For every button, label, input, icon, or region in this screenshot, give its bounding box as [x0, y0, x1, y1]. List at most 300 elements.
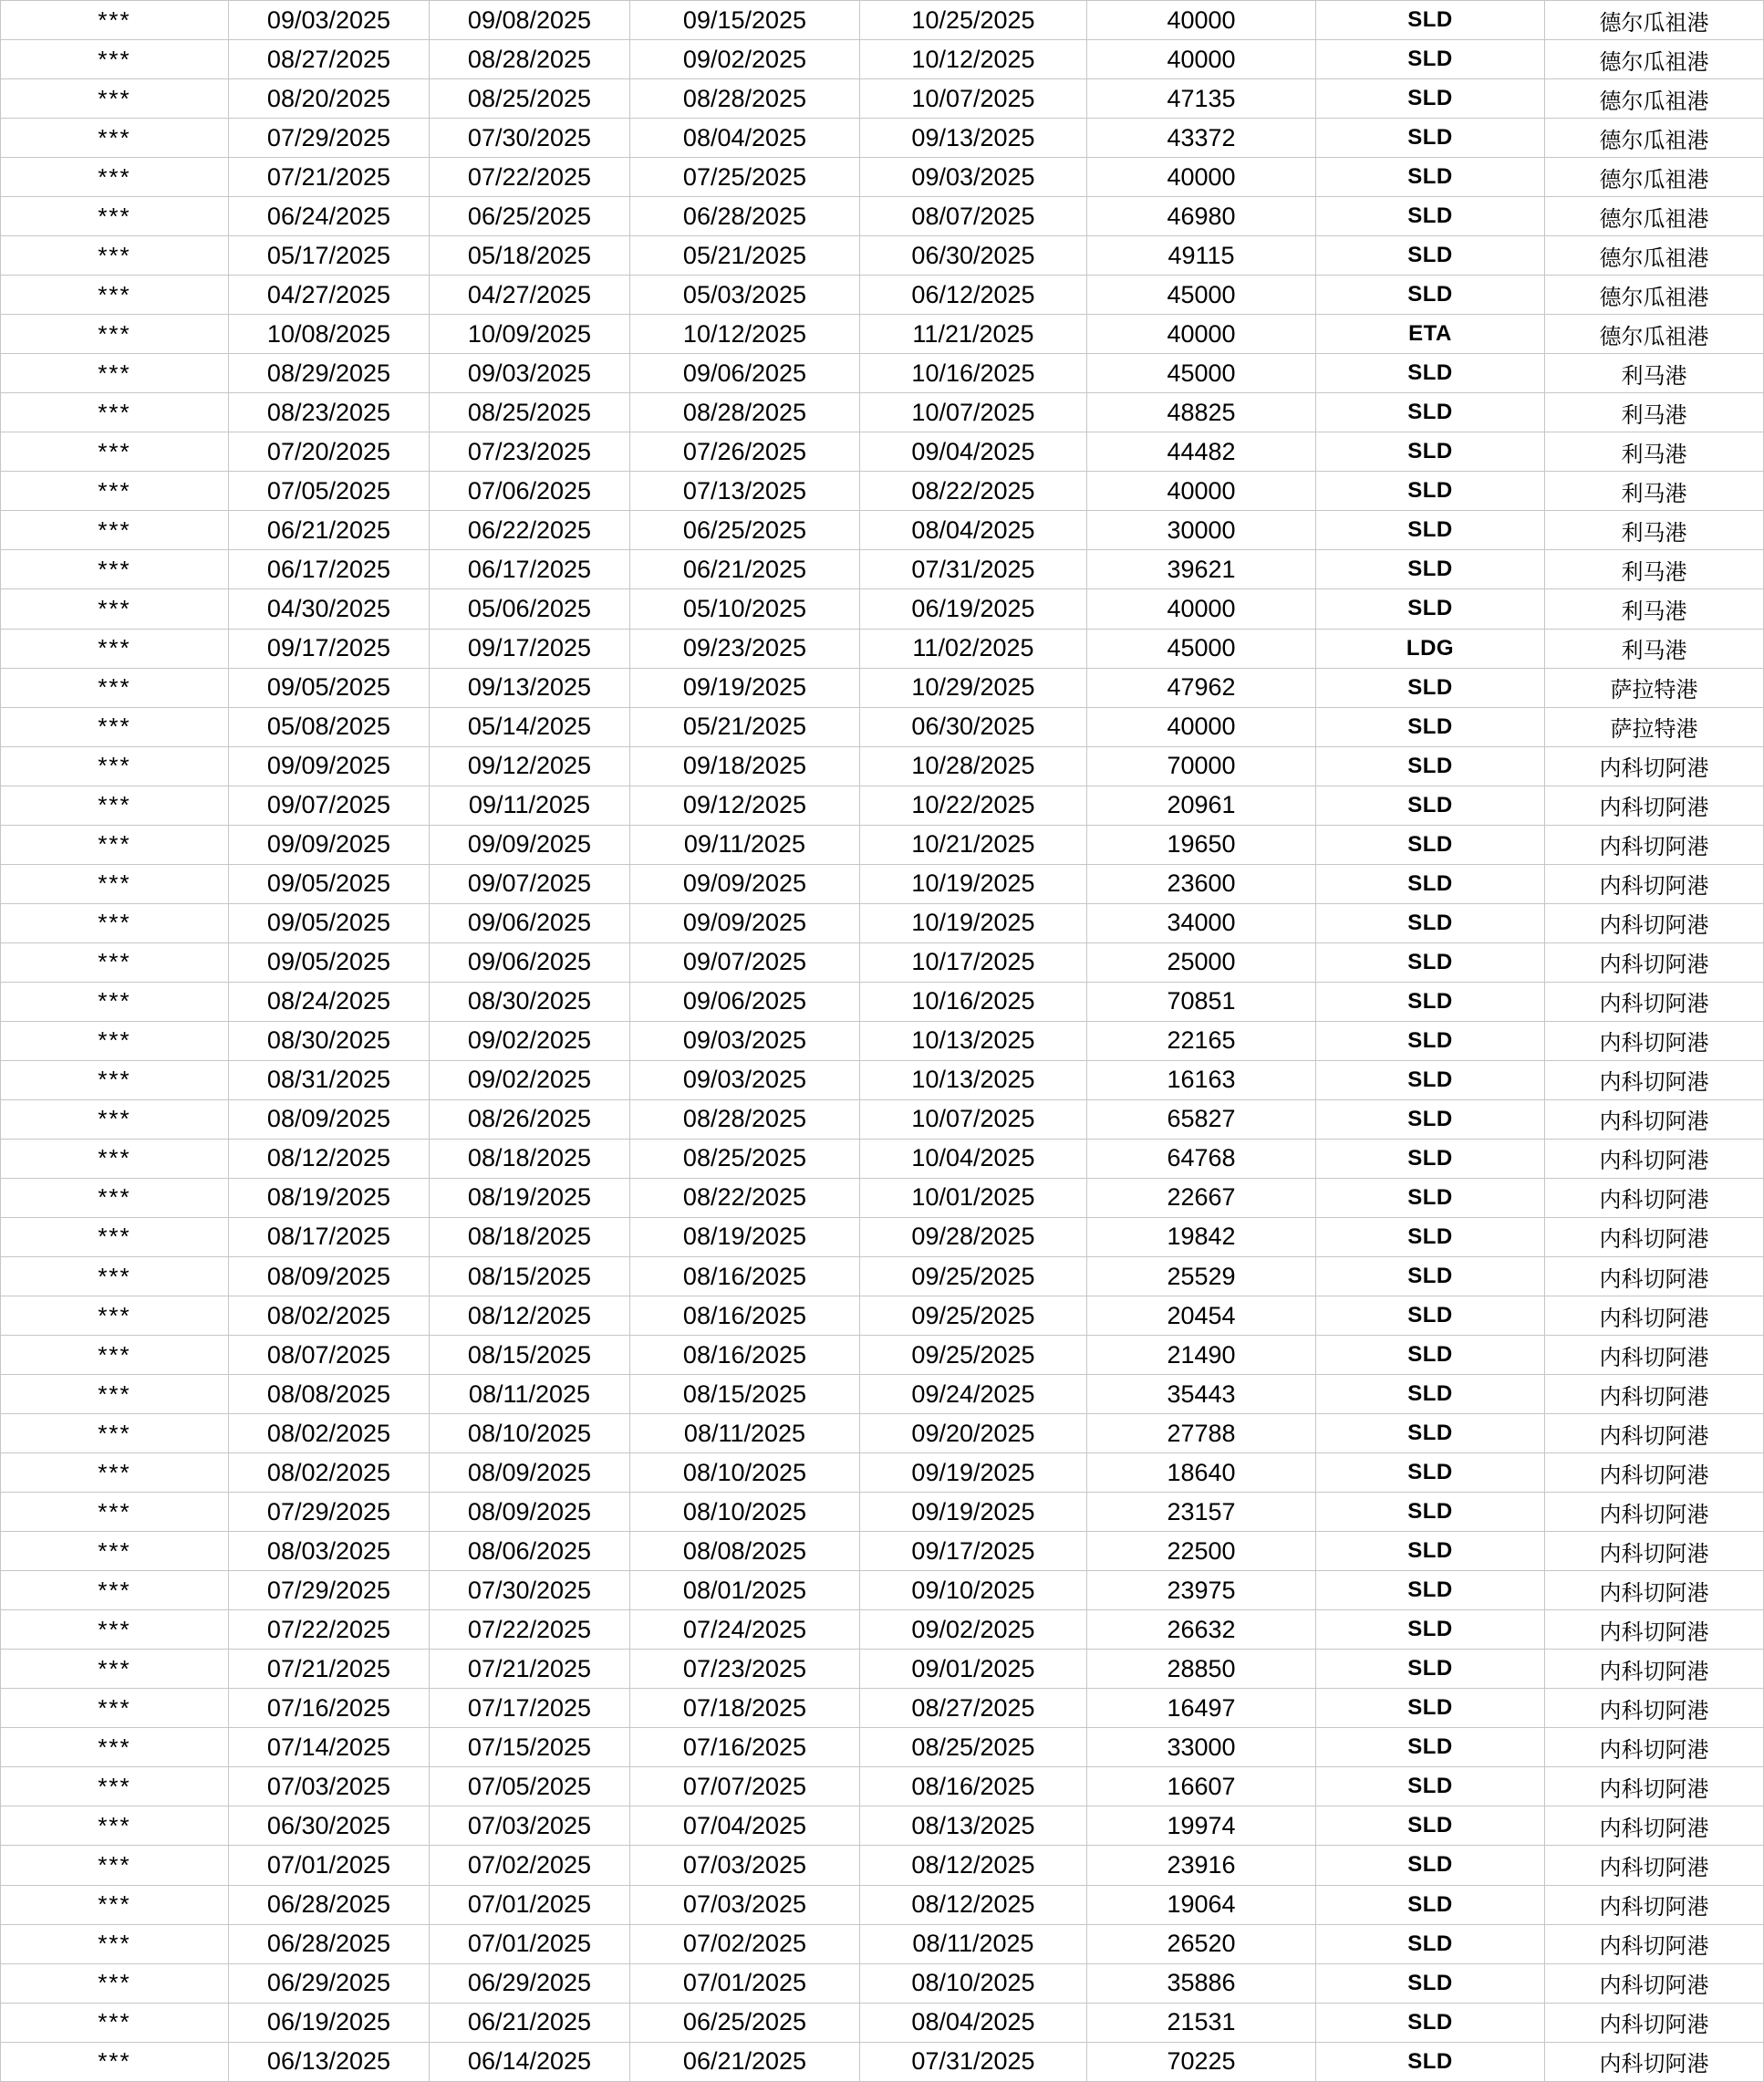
- cell-status[interactable]: SLD: [1316, 1296, 1545, 1336]
- cell-date-2[interactable]: 08/19/2025: [430, 1179, 630, 1218]
- cell-port[interactable]: 德尔瓜祖港: [1545, 276, 1764, 315]
- cell-date-2[interactable]: 08/26/2025: [430, 1100, 630, 1140]
- cell-masked-id[interactable]: ***: [0, 786, 229, 826]
- cell-date-3[interactable]: 05/21/2025: [630, 708, 860, 747]
- cell-date-1[interactable]: 07/21/2025: [229, 158, 430, 197]
- cell-quantity[interactable]: 21490: [1087, 1336, 1316, 1375]
- cell-date-1[interactable]: 08/31/2025: [229, 1061, 430, 1100]
- cell-date-3[interactable]: 09/09/2025: [630, 865, 860, 904]
- cell-port[interactable]: 内科切阿港: [1545, 1571, 1764, 1610]
- cell-masked-id[interactable]: ***: [0, 1336, 229, 1375]
- cell-date-2[interactable]: 07/22/2025: [430, 158, 630, 197]
- cell-status[interactable]: SLD: [1316, 669, 1545, 708]
- cell-date-3[interactable]: 07/02/2025: [630, 1925, 860, 1964]
- cell-date-2[interactable]: 06/29/2025: [430, 1964, 630, 2004]
- cell-masked-id[interactable]: ***: [0, 983, 229, 1022]
- cell-port[interactable]: 德尔瓜祖港: [1545, 79, 1764, 119]
- cell-status[interactable]: SLD: [1316, 943, 1545, 983]
- cell-date-3[interactable]: 09/19/2025: [630, 669, 860, 708]
- cell-status[interactable]: SLD: [1316, 589, 1545, 629]
- cell-date-1[interactable]: 07/14/2025: [229, 1728, 430, 1767]
- cell-quantity[interactable]: 40000: [1087, 708, 1316, 747]
- cell-masked-id[interactable]: ***: [0, 708, 229, 747]
- cell-date-1[interactable]: 10/08/2025: [229, 315, 430, 354]
- cell-date-2[interactable]: 09/06/2025: [430, 904, 630, 943]
- cell-status[interactable]: SLD: [1316, 1257, 1545, 1296]
- cell-date-2[interactable]: 09/08/2025: [430, 1, 630, 40]
- cell-date-1[interactable]: 08/02/2025: [229, 1296, 430, 1336]
- cell-port[interactable]: 内科切阿港: [1545, 1022, 1764, 1061]
- cell-date-2[interactable]: 07/15/2025: [430, 1728, 630, 1767]
- cell-date-3[interactable]: 06/25/2025: [630, 511, 860, 550]
- cell-port[interactable]: 内科切阿港: [1545, 1140, 1764, 1179]
- cell-masked-id[interactable]: ***: [0, 354, 229, 393]
- cell-quantity[interactable]: 30000: [1087, 511, 1316, 550]
- cell-masked-id[interactable]: ***: [0, 276, 229, 315]
- cell-date-2[interactable]: 08/18/2025: [430, 1140, 630, 1179]
- cell-date-3[interactable]: 08/19/2025: [630, 1218, 860, 1257]
- cell-port[interactable]: 利马港: [1545, 589, 1764, 629]
- cell-quantity[interactable]: 25000: [1087, 943, 1316, 983]
- cell-port[interactable]: 利马港: [1545, 354, 1764, 393]
- cell-quantity[interactable]: 40000: [1087, 472, 1316, 511]
- cell-status[interactable]: SLD: [1316, 550, 1545, 589]
- cell-masked-id[interactable]: ***: [0, 550, 229, 589]
- cell-date-3[interactable]: 09/11/2025: [630, 826, 860, 865]
- cell-date-3[interactable]: 07/24/2025: [630, 1610, 860, 1650]
- cell-port[interactable]: 内科切阿港: [1545, 1414, 1764, 1453]
- cell-date-2[interactable]: 07/30/2025: [430, 1571, 630, 1610]
- cell-status[interactable]: SLD: [1316, 1179, 1545, 1218]
- cell-masked-id[interactable]: ***: [0, 197, 229, 236]
- cell-date-1[interactable]: 07/01/2025: [229, 1846, 430, 1885]
- cell-status[interactable]: SLD: [1316, 786, 1545, 826]
- cell-date-4[interactable]: 09/13/2025: [860, 119, 1087, 158]
- cell-port[interactable]: 内科切阿港: [1545, 1296, 1764, 1336]
- cell-masked-id[interactable]: ***: [0, 1571, 229, 1610]
- cell-date-2[interactable]: 09/02/2025: [430, 1061, 630, 1100]
- cell-date-3[interactable]: 07/26/2025: [630, 432, 860, 472]
- cell-date-2[interactable]: 06/14/2025: [430, 2043, 630, 2082]
- cell-date-1[interactable]: 08/24/2025: [229, 983, 430, 1022]
- cell-date-1[interactable]: 06/17/2025: [229, 550, 430, 589]
- cell-date-3[interactable]: 09/12/2025: [630, 786, 860, 826]
- cell-date-4[interactable]: 07/31/2025: [860, 2043, 1087, 2082]
- cell-status[interactable]: SLD: [1316, 1453, 1545, 1493]
- cell-quantity[interactable]: 65827: [1087, 1100, 1316, 1140]
- cell-quantity[interactable]: 70225: [1087, 2043, 1316, 2082]
- cell-date-4[interactable]: 06/30/2025: [860, 708, 1087, 747]
- cell-date-4[interactable]: 06/30/2025: [860, 236, 1087, 276]
- cell-status[interactable]: SLD: [1316, 2004, 1545, 2043]
- cell-status[interactable]: LDG: [1316, 630, 1545, 669]
- cell-masked-id[interactable]: ***: [0, 432, 229, 472]
- cell-date-1[interactable]: 08/29/2025: [229, 354, 430, 393]
- cell-date-1[interactable]: 07/16/2025: [229, 1689, 430, 1728]
- cell-port[interactable]: 内科切阿港: [1545, 1925, 1764, 1964]
- cell-status[interactable]: SLD: [1316, 2043, 1545, 2082]
- cell-date-4[interactable]: 10/01/2025: [860, 1179, 1087, 1218]
- cell-quantity[interactable]: 47135: [1087, 79, 1316, 119]
- cell-date-4[interactable]: 09/03/2025: [860, 158, 1087, 197]
- cell-date-2[interactable]: 07/01/2025: [430, 1925, 630, 1964]
- cell-masked-id[interactable]: ***: [0, 1218, 229, 1257]
- cell-date-4[interactable]: 10/13/2025: [860, 1061, 1087, 1100]
- cell-date-4[interactable]: 10/19/2025: [860, 904, 1087, 943]
- cell-quantity[interactable]: 35886: [1087, 1964, 1316, 2004]
- cell-date-3[interactable]: 07/16/2025: [630, 1728, 860, 1767]
- cell-masked-id[interactable]: ***: [0, 1767, 229, 1806]
- cell-date-2[interactable]: 07/05/2025: [430, 1767, 630, 1806]
- cell-masked-id[interactable]: ***: [0, 1806, 229, 1846]
- cell-quantity[interactable]: 25529: [1087, 1257, 1316, 1296]
- cell-port[interactable]: 德尔瓜祖港: [1545, 315, 1764, 354]
- cell-date-1[interactable]: 06/24/2025: [229, 197, 430, 236]
- cell-date-3[interactable]: 07/04/2025: [630, 1806, 860, 1846]
- cell-date-3[interactable]: 07/03/2025: [630, 1886, 860, 1925]
- cell-port[interactable]: 内科切阿港: [1545, 1218, 1764, 1257]
- cell-date-1[interactable]: 09/05/2025: [229, 669, 430, 708]
- cell-date-2[interactable]: 08/15/2025: [430, 1336, 630, 1375]
- cell-date-1[interactable]: 07/22/2025: [229, 1610, 430, 1650]
- cell-quantity[interactable]: 64768: [1087, 1140, 1316, 1179]
- cell-date-4[interactable]: 09/17/2025: [860, 1532, 1087, 1571]
- cell-date-1[interactable]: 08/19/2025: [229, 1179, 430, 1218]
- cell-quantity[interactable]: 40000: [1087, 589, 1316, 629]
- cell-date-1[interactable]: 06/13/2025: [229, 2043, 430, 2082]
- cell-date-1[interactable]: 06/28/2025: [229, 1886, 430, 1925]
- cell-port[interactable]: 内科切阿港: [1545, 904, 1764, 943]
- cell-date-2[interactable]: 08/25/2025: [430, 393, 630, 432]
- cell-quantity[interactable]: 16607: [1087, 1767, 1316, 1806]
- cell-port[interactable]: 内科切阿港: [1545, 2043, 1764, 2082]
- cell-port[interactable]: 利马港: [1545, 393, 1764, 432]
- cell-quantity[interactable]: 19974: [1087, 1806, 1316, 1846]
- cell-date-1[interactable]: 07/05/2025: [229, 472, 430, 511]
- cell-status[interactable]: SLD: [1316, 1493, 1545, 1532]
- cell-port[interactable]: 内科切阿港: [1545, 1375, 1764, 1414]
- cell-quantity[interactable]: 16163: [1087, 1061, 1316, 1100]
- cell-quantity[interactable]: 33000: [1087, 1728, 1316, 1767]
- cell-quantity[interactable]: 40000: [1087, 40, 1316, 79]
- cell-date-3[interactable]: 08/04/2025: [630, 119, 860, 158]
- cell-masked-id[interactable]: ***: [0, 589, 229, 629]
- cell-date-3[interactable]: 08/16/2025: [630, 1336, 860, 1375]
- cell-port[interactable]: 内科切阿港: [1545, 1806, 1764, 1846]
- cell-status[interactable]: SLD: [1316, 432, 1545, 472]
- cell-masked-id[interactable]: ***: [0, 119, 229, 158]
- cell-date-4[interactable]: 09/10/2025: [860, 1571, 1087, 1610]
- cell-masked-id[interactable]: ***: [0, 1375, 229, 1414]
- cell-date-3[interactable]: 09/03/2025: [630, 1022, 860, 1061]
- cell-masked-id[interactable]: ***: [0, 826, 229, 865]
- cell-masked-id[interactable]: ***: [0, 315, 229, 354]
- cell-port[interactable]: 内科切阿港: [1545, 1886, 1764, 1925]
- cell-date-2[interactable]: 05/06/2025: [430, 589, 630, 629]
- cell-date-3[interactable]: 09/23/2025: [630, 630, 860, 669]
- cell-date-2[interactable]: 07/02/2025: [430, 1846, 630, 1885]
- cell-port[interactable]: 德尔瓜祖港: [1545, 197, 1764, 236]
- cell-date-2[interactable]: 08/15/2025: [430, 1257, 630, 1296]
- cell-date-2[interactable]: 08/28/2025: [430, 40, 630, 79]
- cell-date-3[interactable]: 09/07/2025: [630, 943, 860, 983]
- cell-masked-id[interactable]: ***: [0, 1, 229, 40]
- cell-port[interactable]: 内科切阿港: [1545, 1532, 1764, 1571]
- cell-date-4[interactable]: 09/01/2025: [860, 1650, 1087, 1689]
- cell-date-2[interactable]: 06/21/2025: [430, 2004, 630, 2043]
- cell-date-1[interactable]: 06/28/2025: [229, 1925, 430, 1964]
- cell-date-1[interactable]: 08/08/2025: [229, 1375, 430, 1414]
- cell-status[interactable]: SLD: [1316, 1100, 1545, 1140]
- cell-date-3[interactable]: 07/18/2025: [630, 1689, 860, 1728]
- cell-port[interactable]: 内科切阿港: [1545, 1257, 1764, 1296]
- cell-port[interactable]: 德尔瓜祖港: [1545, 158, 1764, 197]
- cell-status[interactable]: SLD: [1316, 1336, 1545, 1375]
- cell-date-4[interactable]: 10/22/2025: [860, 786, 1087, 826]
- cell-masked-id[interactable]: ***: [0, 40, 229, 79]
- cell-port[interactable]: 内科切阿港: [1545, 943, 1764, 983]
- cell-date-1[interactable]: 08/20/2025: [229, 79, 430, 119]
- cell-masked-id[interactable]: ***: [0, 1846, 229, 1885]
- cell-date-3[interactable]: 07/23/2025: [630, 1650, 860, 1689]
- cell-quantity[interactable]: 20454: [1087, 1296, 1316, 1336]
- cell-date-4[interactable]: 06/12/2025: [860, 276, 1087, 315]
- cell-quantity[interactable]: 39621: [1087, 550, 1316, 589]
- cell-quantity[interactable]: 43372: [1087, 119, 1316, 158]
- cell-date-2[interactable]: 08/10/2025: [430, 1414, 630, 1453]
- cell-date-4[interactable]: 10/21/2025: [860, 826, 1087, 865]
- cell-date-3[interactable]: 09/18/2025: [630, 747, 860, 786]
- cell-port[interactable]: 内科切阿港: [1545, 1610, 1764, 1650]
- cell-status[interactable]: SLD: [1316, 708, 1545, 747]
- cell-status[interactable]: SLD: [1316, 1767, 1545, 1806]
- cell-date-4[interactable]: 09/19/2025: [860, 1453, 1087, 1493]
- cell-date-2[interactable]: 04/27/2025: [430, 276, 630, 315]
- cell-date-4[interactable]: 10/28/2025: [860, 747, 1087, 786]
- cell-port[interactable]: 德尔瓜祖港: [1545, 119, 1764, 158]
- cell-masked-id[interactable]: ***: [0, 1650, 229, 1689]
- cell-date-2[interactable]: 07/30/2025: [430, 119, 630, 158]
- cell-status[interactable]: SLD: [1316, 1375, 1545, 1414]
- cell-quantity[interactable]: 47962: [1087, 669, 1316, 708]
- cell-quantity[interactable]: 70851: [1087, 983, 1316, 1022]
- cell-masked-id[interactable]: ***: [0, 1100, 229, 1140]
- cell-date-2[interactable]: 07/23/2025: [430, 432, 630, 472]
- cell-date-2[interactable]: 08/09/2025: [430, 1493, 630, 1532]
- cell-status[interactable]: SLD: [1316, 393, 1545, 432]
- cell-quantity[interactable]: 45000: [1087, 630, 1316, 669]
- cell-date-3[interactable]: 05/03/2025: [630, 276, 860, 315]
- cell-date-4[interactable]: 10/07/2025: [860, 79, 1087, 119]
- cell-port[interactable]: 利马港: [1545, 432, 1764, 472]
- cell-date-4[interactable]: 10/16/2025: [860, 354, 1087, 393]
- cell-masked-id[interactable]: ***: [0, 158, 229, 197]
- cell-date-2[interactable]: 07/06/2025: [430, 472, 630, 511]
- cell-date-1[interactable]: 08/30/2025: [229, 1022, 430, 1061]
- cell-port[interactable]: 内科切阿港: [1545, 1453, 1764, 1493]
- cell-quantity[interactable]: 40000: [1087, 158, 1316, 197]
- cell-date-1[interactable]: 08/12/2025: [229, 1140, 430, 1179]
- cell-quantity[interactable]: 35443: [1087, 1375, 1316, 1414]
- cell-date-3[interactable]: 07/03/2025: [630, 1846, 860, 1885]
- cell-masked-id[interactable]: ***: [0, 1728, 229, 1767]
- cell-date-3[interactable]: 09/06/2025: [630, 983, 860, 1022]
- cell-date-4[interactable]: 09/25/2025: [860, 1257, 1087, 1296]
- cell-masked-id[interactable]: ***: [0, 1296, 229, 1336]
- cell-port[interactable]: 内科切阿港: [1545, 1100, 1764, 1140]
- cell-port[interactable]: 利马港: [1545, 511, 1764, 550]
- cell-date-3[interactable]: 08/28/2025: [630, 1100, 860, 1140]
- cell-masked-id[interactable]: ***: [0, 1925, 229, 1964]
- cell-quantity[interactable]: 46980: [1087, 197, 1316, 236]
- cell-status[interactable]: SLD: [1316, 983, 1545, 1022]
- cell-date-4[interactable]: 09/20/2025: [860, 1414, 1087, 1453]
- cell-port[interactable]: 内科切阿港: [1545, 1650, 1764, 1689]
- cell-date-4[interactable]: 08/10/2025: [860, 1964, 1087, 2004]
- cell-quantity[interactable]: 45000: [1087, 354, 1316, 393]
- cell-masked-id[interactable]: ***: [0, 1022, 229, 1061]
- cell-date-1[interactable]: 05/08/2025: [229, 708, 430, 747]
- cell-date-2[interactable]: 07/22/2025: [430, 1610, 630, 1650]
- cell-date-4[interactable]: 08/12/2025: [860, 1886, 1087, 1925]
- cell-status[interactable]: SLD: [1316, 1964, 1545, 2004]
- cell-masked-id[interactable]: ***: [0, 904, 229, 943]
- cell-date-3[interactable]: 08/25/2025: [630, 1140, 860, 1179]
- cell-port[interactable]: 德尔瓜祖港: [1545, 1, 1764, 40]
- cell-date-4[interactable]: 10/12/2025: [860, 40, 1087, 79]
- cell-date-1[interactable]: 07/29/2025: [229, 1571, 430, 1610]
- cell-date-4[interactable]: 11/21/2025: [860, 315, 1087, 354]
- cell-date-4[interactable]: 07/31/2025: [860, 550, 1087, 589]
- cell-port[interactable]: 利马港: [1545, 472, 1764, 511]
- cell-status[interactable]: SLD: [1316, 472, 1545, 511]
- cell-date-3[interactable]: 08/08/2025: [630, 1532, 860, 1571]
- cell-port[interactable]: 内科切阿港: [1545, 786, 1764, 826]
- cell-date-1[interactable]: 04/27/2025: [229, 276, 430, 315]
- cell-status[interactable]: SLD: [1316, 197, 1545, 236]
- cell-port[interactable]: 内科切阿港: [1545, 1179, 1764, 1218]
- cell-date-1[interactable]: 07/29/2025: [229, 1493, 430, 1532]
- cell-date-1[interactable]: 08/07/2025: [229, 1336, 430, 1375]
- cell-date-2[interactable]: 08/11/2025: [430, 1375, 630, 1414]
- cell-date-1[interactable]: 04/30/2025: [229, 589, 430, 629]
- cell-status[interactable]: SLD: [1316, 1218, 1545, 1257]
- cell-date-2[interactable]: 09/06/2025: [430, 943, 630, 983]
- cell-masked-id[interactable]: ***: [0, 1610, 229, 1650]
- cell-status[interactable]: SLD: [1316, 1, 1545, 40]
- cell-date-4[interactable]: 08/22/2025: [860, 472, 1087, 511]
- cell-date-3[interactable]: 05/21/2025: [630, 236, 860, 276]
- cell-date-1[interactable]: 07/20/2025: [229, 432, 430, 472]
- cell-port[interactable]: 内科切阿港: [1545, 1846, 1764, 1885]
- cell-status[interactable]: SLD: [1316, 904, 1545, 943]
- cell-date-3[interactable]: 08/28/2025: [630, 79, 860, 119]
- cell-status[interactable]: SLD: [1316, 1414, 1545, 1453]
- cell-date-1[interactable]: 09/09/2025: [229, 747, 430, 786]
- cell-date-1[interactable]: 08/27/2025: [229, 40, 430, 79]
- cell-date-2[interactable]: 09/12/2025: [430, 747, 630, 786]
- cell-date-2[interactable]: 05/14/2025: [430, 708, 630, 747]
- cell-date-1[interactable]: 08/03/2025: [229, 1532, 430, 1571]
- cell-quantity[interactable]: 21531: [1087, 2004, 1316, 2043]
- cell-masked-id[interactable]: ***: [0, 1140, 229, 1179]
- cell-date-3[interactable]: 08/16/2025: [630, 1257, 860, 1296]
- cell-date-4[interactable]: 10/13/2025: [860, 1022, 1087, 1061]
- cell-date-2[interactable]: 08/25/2025: [430, 79, 630, 119]
- cell-date-1[interactable]: 09/07/2025: [229, 786, 430, 826]
- cell-date-4[interactable]: 10/16/2025: [860, 983, 1087, 1022]
- cell-date-3[interactable]: 10/12/2025: [630, 315, 860, 354]
- cell-port[interactable]: 萨拉特港: [1545, 669, 1764, 708]
- cell-port[interactable]: 利马港: [1545, 550, 1764, 589]
- cell-quantity[interactable]: 28850: [1087, 1650, 1316, 1689]
- cell-date-4[interactable]: 08/16/2025: [860, 1767, 1087, 1806]
- cell-port[interactable]: 萨拉特港: [1545, 708, 1764, 747]
- cell-date-3[interactable]: 09/02/2025: [630, 40, 860, 79]
- cell-status[interactable]: SLD: [1316, 747, 1545, 786]
- cell-date-4[interactable]: 09/19/2025: [860, 1493, 1087, 1532]
- cell-date-3[interactable]: 08/11/2025: [630, 1414, 860, 1453]
- cell-quantity[interactable]: 44482: [1087, 432, 1316, 472]
- cell-quantity[interactable]: 23600: [1087, 865, 1316, 904]
- cell-date-4[interactable]: 10/19/2025: [860, 865, 1087, 904]
- cell-date-1[interactable]: 09/09/2025: [229, 826, 430, 865]
- cell-masked-id[interactable]: ***: [0, 865, 229, 904]
- cell-port[interactable]: 德尔瓜祖港: [1545, 236, 1764, 276]
- cell-date-3[interactable]: 09/15/2025: [630, 1, 860, 40]
- cell-status[interactable]: SLD: [1316, 236, 1545, 276]
- cell-date-4[interactable]: 09/28/2025: [860, 1218, 1087, 1257]
- cell-date-4[interactable]: 08/12/2025: [860, 1846, 1087, 1885]
- cell-status[interactable]: SLD: [1316, 511, 1545, 550]
- cell-masked-id[interactable]: ***: [0, 236, 229, 276]
- cell-masked-id[interactable]: ***: [0, 1179, 229, 1218]
- cell-status[interactable]: SLD: [1316, 1532, 1545, 1571]
- cell-date-3[interactable]: 08/15/2025: [630, 1375, 860, 1414]
- cell-quantity[interactable]: 19650: [1087, 826, 1316, 865]
- cell-date-3[interactable]: 07/01/2025: [630, 1964, 860, 2004]
- cell-date-1[interactable]: 09/05/2025: [229, 865, 430, 904]
- cell-quantity[interactable]: 70000: [1087, 747, 1316, 786]
- cell-quantity[interactable]: 23975: [1087, 1571, 1316, 1610]
- cell-date-2[interactable]: 09/02/2025: [430, 1022, 630, 1061]
- cell-date-3[interactable]: 09/03/2025: [630, 1061, 860, 1100]
- cell-status[interactable]: SLD: [1316, 1886, 1545, 1925]
- cell-quantity[interactable]: 19064: [1087, 1886, 1316, 1925]
- cell-date-1[interactable]: 06/29/2025: [229, 1964, 430, 2004]
- cell-date-3[interactable]: 07/13/2025: [630, 472, 860, 511]
- cell-quantity[interactable]: 40000: [1087, 315, 1316, 354]
- cell-date-3[interactable]: 06/28/2025: [630, 197, 860, 236]
- cell-quantity[interactable]: 27788: [1087, 1414, 1316, 1453]
- cell-date-2[interactable]: 05/18/2025: [430, 236, 630, 276]
- cell-quantity[interactable]: 19842: [1087, 1218, 1316, 1257]
- cell-port[interactable]: 内科切阿港: [1545, 865, 1764, 904]
- cell-status[interactable]: SLD: [1316, 1728, 1545, 1767]
- cell-status[interactable]: SLD: [1316, 826, 1545, 865]
- cell-quantity[interactable]: 22667: [1087, 1179, 1316, 1218]
- cell-date-1[interactable]: 08/02/2025: [229, 1453, 430, 1493]
- cell-port[interactable]: 内科切阿港: [1545, 1728, 1764, 1767]
- cell-status[interactable]: SLD: [1316, 1806, 1545, 1846]
- cell-port[interactable]: 内科切阿港: [1545, 747, 1764, 786]
- cell-date-1[interactable]: 08/09/2025: [229, 1100, 430, 1140]
- cell-date-4[interactable]: 10/04/2025: [860, 1140, 1087, 1179]
- cell-date-2[interactable]: 08/06/2025: [430, 1532, 630, 1571]
- cell-date-1[interactable]: 07/29/2025: [229, 119, 430, 158]
- cell-date-2[interactable]: 09/17/2025: [430, 630, 630, 669]
- cell-masked-id[interactable]: ***: [0, 1061, 229, 1100]
